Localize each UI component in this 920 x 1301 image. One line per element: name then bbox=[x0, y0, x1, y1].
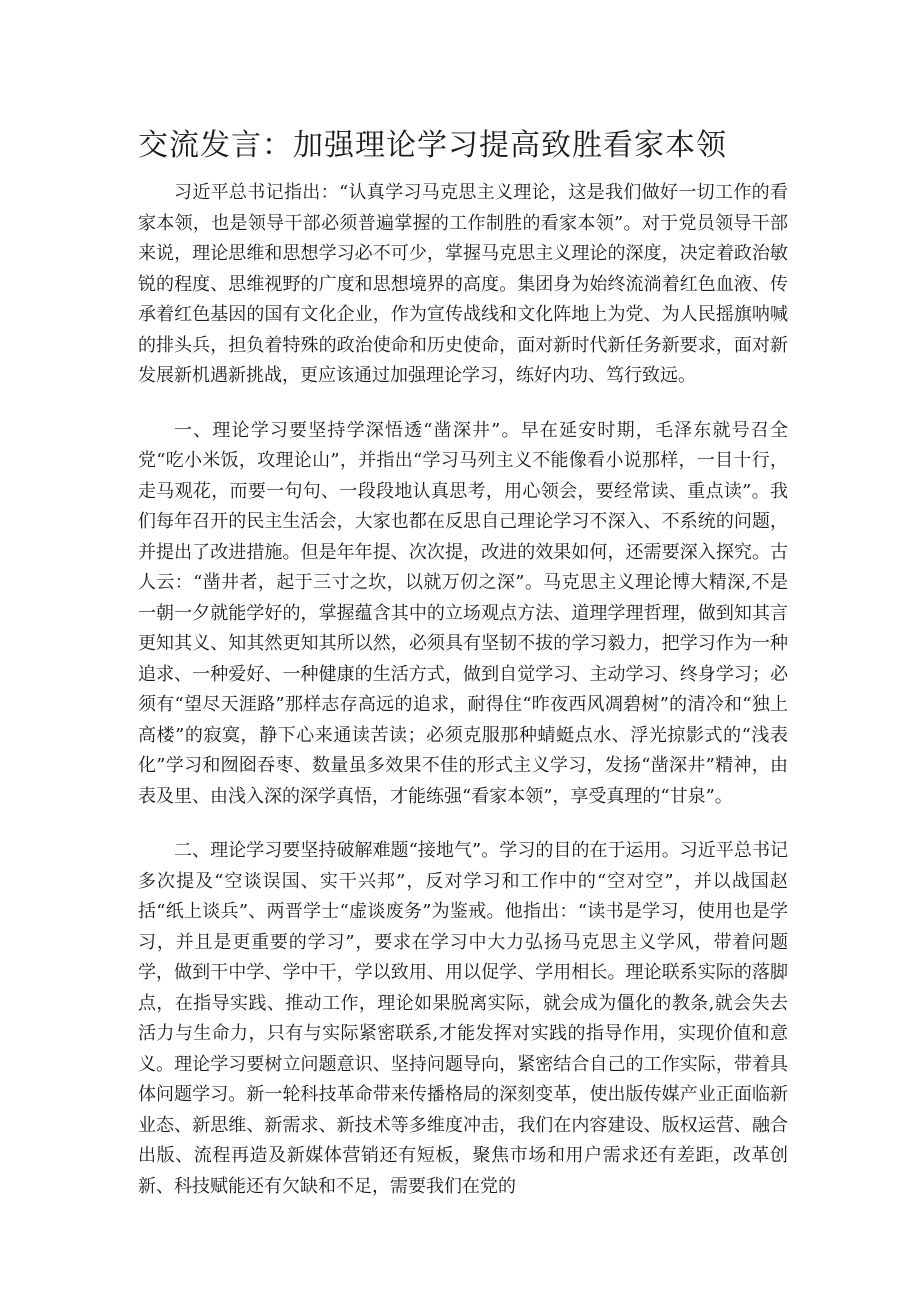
paragraph-section-two: 二、理论学习要坚持破解难题“接地气”。学习的目的在于运用。习近平总书记多次提及“空谈误国、实干兴邦”，反对学习和工作中的“空对空”，并以战国赵括“纸上谈兵”、两晋学士“虚谈废务”为鉴戒。他指出：“读书是学习，使用也是学习，并且是更重要的学习”，要求在学习中大力弘扬马克思主义学风，带着问题学，做到干中学、学中干，学以致用、用以促学、学用相长。理论联系实际的落脚点，在指导实践、推动工作，理论如果脱离实际，就会成为僵化的教条,就会失去活力与生命力，只有与实际紧密联系,才能发挥对实践的指导作用，实现价值和意义。理论学习要树立问题意识、坚持问题导向，紧密结合自己的工作实际，带着具体问题学习。新一轮科技革命带来传播格局的深刻变革，使出版传媒产业正面临新业态、新思维、新需求、新技术等多维度冲击，我们在内容建设、版权运营、融合出版、流程再造及新媒体营销还有短板，聚焦市场和用户需求还有差距，改革创新、科技赋能还有欠缺和不足，需要我们在党的 bbox=[138, 840, 788, 1197]
paragraph-intro: 习近平总书记指出：“认真学习马克思主义理论，这是我们做好一切工作的看家本领，也是领导干部必须普遍掌握的工作制胜的看家本领”。对于党员领导干部来说，理论思维和思想学习必不可少，掌握马克思主义理论的深度，决定着政治敏锐的程度、思维视野的广度和思想境界的高度。集团身为始终流淌着红色血液、传承着红色基因的国有文化企业，作为宣传战线和文化阵地上为党、为人民摇旗呐喊的排头兵，担负着特殊的政治使命和历史使命，面对新时代新任务新要求，面对新发展新机遇新挑战，更应该通过加强理论学习，练好内功、笃行致远。 bbox=[138, 182, 788, 386]
paragraph-section-one: 一、理论学习要坚持学深悟透“凿深井”。早在延安时期，毛泽东就号召全党“吃小米饭，攻理论山”，并指出“学习马列主义不能像看小说那样，一目十行，走马观花，而要一句句、一段段地认真思考，用心领会，要经常读、重点读”。我们每年召开的民主生活会，大家也都在反思自己理论学习不深入、不系统的问题，并提出了改进措施。但是年年提、次次提，改进的效果如何，还需要深入探究。古人云：“凿井者，起于三寸之坎，以就万仞之深”。马克思主义理论博大精深,不是一朝一夕就能学好的，掌握蕴含其中的立场观点方法、道理学理哲理，做到知其言更知其义、知其然更知其所以然，必须具有坚韧不拔的学习毅力，把学习作为一种追求、一种爱好、一种健康的生活方式，做到自觉学习、主动学习、终身学习；必须有“望尽天涯路”那样志存高远的追求，耐得住“昨夜西风凋碧树”的清冷和“独上高楼”的寂寞，静下心来通读苦读；必须克服那种蜻蜓点水、浮光掠影式的“浅表化”学习和囫囵吞枣、数量虽多效果不佳的形式主义学习，发扬“凿深井”精神，由表及里、由浅入深的深学真悟，才能练强“看家本领”，享受真理的“甘泉”。 bbox=[138, 419, 788, 807]
document-body bbox=[138, 178, 788, 1202]
document-title: 交流发言：加强理论学习提高致胜看家本领 bbox=[138, 128, 727, 163]
